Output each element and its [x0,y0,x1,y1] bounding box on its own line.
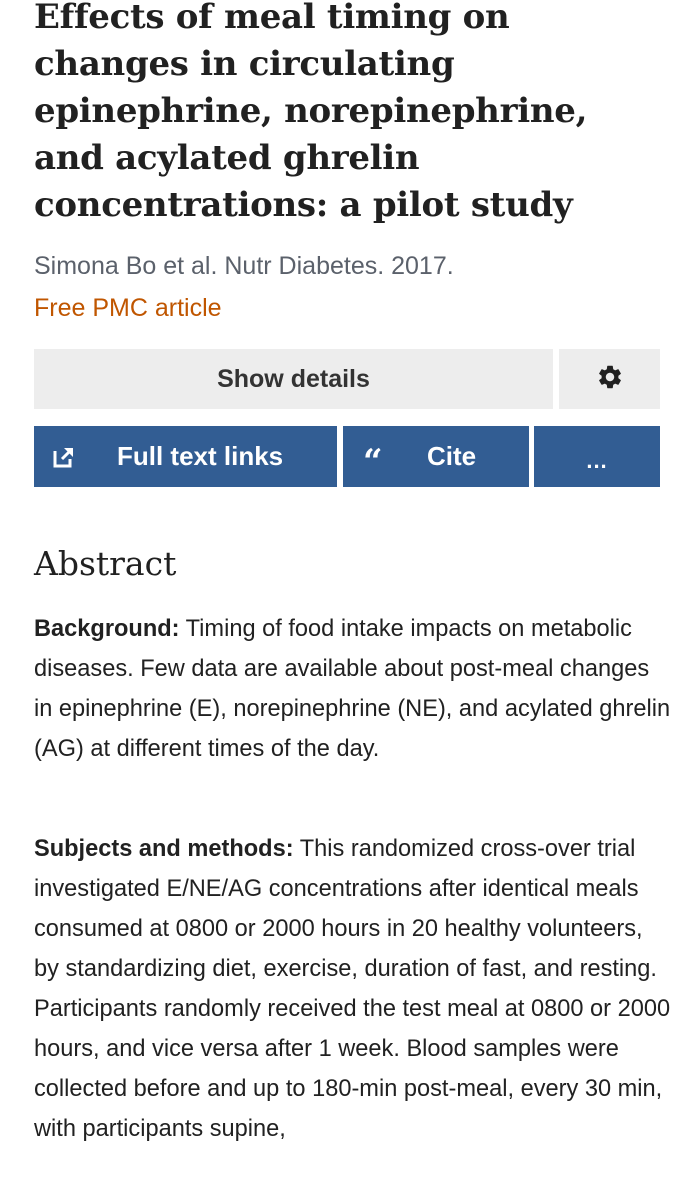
abstract-paragraph-background [34,609,674,769]
display-settings-button[interactable] [559,349,660,409]
section-text-background: Timing of food intake impacts on metabolic diseases. Few data are available about post-meal changes in epinephrine (E), norepinephrine (NE), and acylated ghrelin (AG) at different times of the day. [34,616,671,762]
abstract-paragraph-methods [34,829,674,1149]
cite-button[interactable] [343,426,529,487]
section-label-background: Background: [34,616,180,642]
section-label-methods: Subjects and methods: [34,836,294,862]
show-details-label: Show details [217,364,370,393]
more-actions-button[interactable] [534,426,660,487]
free-pmc-article-link[interactable]: Free PMC article [34,294,222,322]
full-text-links-label: Full text links [117,441,284,471]
cite-label: Cite [427,441,477,471]
article-title[interactable]: Effects of meal timing on changes in circulating epinephrine, norepinephrine, and acylated ghrelin concentrations: a pilot study [34,0,588,225]
abstract-heading: Abstract [34,544,177,583]
gear-icon [596,363,624,396]
quote-icon [363,426,383,487]
show-details-button[interactable] [34,349,553,409]
external-link-icon [52,426,76,487]
full-text-links-button[interactable] [34,426,337,487]
more-actions-label: ... [586,447,608,473]
article-authors[interactable]: Simona Bo et al. Nutr Diabetes. 2017. [34,252,454,280]
quote-glyph: “ [363,441,383,482]
section-text-methods: This randomized cross-over trial investigated E/NE/AG concentrations after identical meals consumed at 0800 or 2000 hours in 20 healthy volunteers, by standardizing diet, exercise, duration of fast, and resting. Participants randomly received the test meal at 0800 or 2000 hours, and vice versa after 1 week. Blood samples were collected before and up to 180-min post-meal, every 30 min, with participants supine, [34,836,671,1142]
